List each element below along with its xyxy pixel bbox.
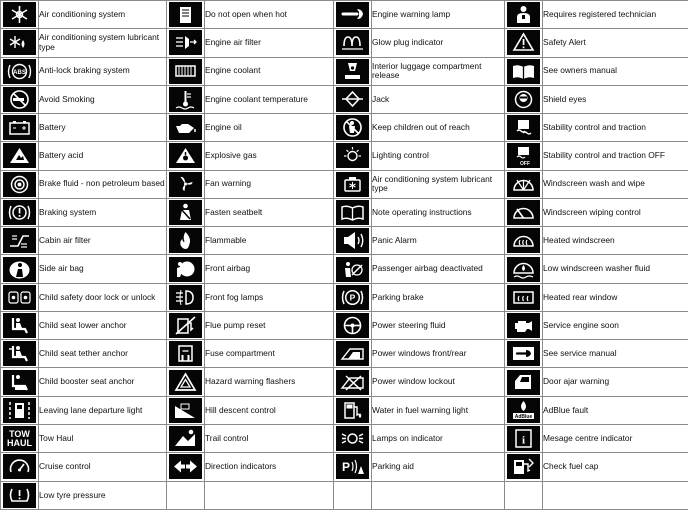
icon-cell xyxy=(1,396,39,424)
direction-arrows-icon xyxy=(169,454,202,479)
icon-cell xyxy=(167,453,205,481)
symbol-row xyxy=(1,453,688,481)
icon-cell xyxy=(167,57,205,85)
manual-book-icon xyxy=(336,200,369,225)
heated-windscreen-icon xyxy=(507,228,540,253)
symbol-row xyxy=(1,424,688,452)
power-window-icon xyxy=(336,341,369,366)
icon-cell xyxy=(334,29,372,57)
icon-cell xyxy=(505,340,543,368)
icon-cell xyxy=(1,481,39,509)
symbol-label: Lighting control xyxy=(372,142,505,170)
icon-cell xyxy=(334,198,372,226)
no-smoking-icon xyxy=(3,87,36,112)
symbol-label: Interior luggage compartment release xyxy=(372,57,505,85)
icon-cell xyxy=(1,198,39,226)
icon-cell xyxy=(505,57,543,85)
symbol-label: Glow plug indicator xyxy=(372,29,505,57)
symbol-row xyxy=(1,1,688,29)
symbol-label: Avoid Smoking xyxy=(39,85,167,113)
symbol-label: Heated rear window xyxy=(543,283,688,311)
symbol-label: Cabin air filter xyxy=(39,227,167,255)
jack-icon xyxy=(336,87,369,112)
icon-cell xyxy=(167,29,205,57)
icon-cell xyxy=(505,29,543,57)
symbol-label: Trail control xyxy=(205,424,334,452)
symbol-row xyxy=(1,283,688,311)
symbol-label: Engine warning lamp xyxy=(372,1,505,29)
symbol-label: AdBlue fault xyxy=(543,396,688,424)
engine-coolant-icon xyxy=(169,59,202,84)
symbol-label: Child safety door lock or unlock xyxy=(39,283,167,311)
lane-departure-icon xyxy=(3,398,36,423)
symbol-label: Parking brake xyxy=(372,283,505,311)
icon-cell xyxy=(167,170,205,198)
icon-cell xyxy=(167,142,205,170)
trail-control-icon xyxy=(169,426,202,451)
symbol-row xyxy=(1,368,688,396)
symbol-row xyxy=(1,255,688,283)
icon-cell xyxy=(1,311,39,339)
svg-text:P: P xyxy=(342,460,351,475)
icon-cell xyxy=(505,453,543,481)
fuel-water-icon xyxy=(336,398,369,423)
side-airbag-icon xyxy=(3,257,36,282)
symbol-label: Fasten seatbelt xyxy=(205,198,334,226)
oil-can-icon xyxy=(169,115,202,140)
symbol-label: Service engine soon xyxy=(543,311,688,339)
steering-wheel-icon xyxy=(336,313,369,338)
symbol-row xyxy=(1,481,688,509)
icon-cell xyxy=(334,255,372,283)
child-tether-icon xyxy=(3,341,36,366)
icon-cell xyxy=(167,311,205,339)
ac-oil-icon xyxy=(336,172,369,197)
battery-icon xyxy=(3,115,36,140)
icon-cell xyxy=(505,170,543,198)
symbol-label: Brake fluid - non petroleum based xyxy=(39,170,167,198)
symbol-label: Cruise control xyxy=(39,453,167,481)
icon-cell xyxy=(167,396,205,424)
icon-cell xyxy=(1,1,39,29)
symbol-label: Shield eyes xyxy=(543,85,688,113)
icon-cell xyxy=(1,57,39,85)
radiator-hot-icon xyxy=(169,2,202,27)
symbol-label: Panic Alarm xyxy=(372,227,505,255)
icon-cell xyxy=(334,453,372,481)
icon-cell xyxy=(167,85,205,113)
symbol-row xyxy=(1,170,688,198)
fuel-pump-reset-icon xyxy=(169,313,202,338)
lamps-on-icon xyxy=(336,426,369,451)
symbol-label: Do not open when hot xyxy=(205,1,334,29)
icon-cell xyxy=(505,481,543,509)
icon-cell xyxy=(334,396,372,424)
symbol-label: Lamps on indicator xyxy=(372,424,505,452)
brake-warning-icon xyxy=(3,200,36,225)
symbol-label: Fan warning xyxy=(205,170,334,198)
wrench-icon xyxy=(336,2,369,27)
symbol-label: Anti-lock braking system xyxy=(39,57,167,85)
fan-warning-icon xyxy=(169,172,202,197)
symbol-label: Safety Alert xyxy=(543,29,688,57)
symbol-label: Direction indicators xyxy=(205,453,334,481)
explosive-gas-icon xyxy=(169,143,202,168)
icon-cell xyxy=(334,114,372,142)
symbol-label: Passenger airbag deactivated xyxy=(372,255,505,283)
symbol-label: Mesage centre indicator xyxy=(543,424,688,452)
icon-cell xyxy=(167,1,205,29)
icon-cell xyxy=(1,142,39,170)
service-manual-icon xyxy=(507,341,540,366)
technician-icon xyxy=(507,2,540,27)
symbol-label: Engine oil xyxy=(205,114,334,142)
symbol-label: Water in fuel warning light xyxy=(372,396,505,424)
symbol-label: Low windscreen washer fluid xyxy=(543,255,688,283)
icon-cell xyxy=(334,340,372,368)
heated-rear-window-icon xyxy=(507,285,540,310)
stability-off-icon xyxy=(507,143,540,168)
icon-cell xyxy=(505,114,543,142)
svg-text:OFF: OFF xyxy=(520,161,530,167)
symbol-label: Power steering fluid xyxy=(372,311,505,339)
icon-cell xyxy=(167,283,205,311)
hazard-icon xyxy=(169,370,202,395)
info-icon xyxy=(507,426,540,451)
symbol-label: Jack xyxy=(372,85,505,113)
icon-cell xyxy=(505,1,543,29)
icon-cell xyxy=(334,424,372,452)
symbol-row xyxy=(1,57,688,85)
symbol-label: Tow Haul xyxy=(39,424,167,452)
icon-cell xyxy=(334,481,372,509)
booster-seat-icon xyxy=(3,370,36,395)
icon-cell xyxy=(334,368,372,396)
symbol-label: Braking system xyxy=(39,198,167,226)
tyre-pressure-icon xyxy=(3,483,36,508)
icon-cell xyxy=(505,396,543,424)
symbol-label: Power window lockout xyxy=(372,368,505,396)
symbol-label: Air conditioning system lubricant type xyxy=(372,170,505,198)
ac-lubricant-icon xyxy=(3,30,36,55)
washer-fluid-icon xyxy=(507,257,540,282)
cabin-filter-icon xyxy=(3,228,36,253)
parking-brake-icon xyxy=(336,285,369,310)
symbol-row xyxy=(1,227,688,255)
icon-cell xyxy=(1,227,39,255)
svg-text:AdBlue: AdBlue xyxy=(514,413,533,420)
engine-air-filter-icon xyxy=(169,30,202,55)
icon-cell xyxy=(334,57,372,85)
fuse-icon xyxy=(169,341,202,366)
seatbelt-icon xyxy=(169,200,202,225)
symbol-label: Power windows front/rear xyxy=(372,340,505,368)
battery-acid-icon xyxy=(3,143,36,168)
symbol-label: Stability control and traction OFF xyxy=(543,142,688,170)
child-seat-anchor-icon xyxy=(3,313,36,338)
flame-icon xyxy=(169,228,202,253)
icon-cell xyxy=(1,368,39,396)
svg-text:P: P xyxy=(349,292,356,303)
symbol-row xyxy=(1,396,688,424)
child-lock-icon xyxy=(3,285,36,310)
symbol-label: Fuse compartment xyxy=(205,340,334,368)
symbol-label xyxy=(205,481,334,509)
owners-manual-icon xyxy=(507,59,540,84)
symbol-label: Front airbag xyxy=(205,255,334,283)
haul-text: HAUL xyxy=(7,437,32,448)
icon-cell xyxy=(334,283,372,311)
stability-control-icon xyxy=(507,115,540,140)
snowflake-icon xyxy=(3,2,36,27)
icon-cell xyxy=(167,481,205,509)
icon-cell xyxy=(505,424,543,452)
icon-cell xyxy=(334,311,372,339)
icon-cell xyxy=(505,142,543,170)
symbol-label: See service manual xyxy=(543,340,688,368)
symbol-label: Door ajar warning xyxy=(543,368,688,396)
no-children-icon xyxy=(336,115,369,140)
symbol-label: Hazard warning flashers xyxy=(205,368,334,396)
icon-cell xyxy=(1,255,39,283)
symbol-label: Parking aid xyxy=(372,453,505,481)
icon-cell xyxy=(505,255,543,283)
svg-text:i: i xyxy=(521,434,526,447)
icon-cell xyxy=(167,198,205,226)
symbol-row xyxy=(1,114,688,142)
icon-cell xyxy=(1,453,39,481)
symbol-label: Requires registered technician xyxy=(543,1,688,29)
icon-cell xyxy=(1,340,39,368)
symbol-label: Windscreen wash and wipe xyxy=(543,170,688,198)
parking-aid-icon xyxy=(336,454,369,479)
symbol-label: Child seat tether anchor xyxy=(39,340,167,368)
icon-cell xyxy=(505,85,543,113)
luggage-release-icon xyxy=(336,59,369,84)
symbol-row xyxy=(1,340,688,368)
icon-cell xyxy=(505,198,543,226)
coolant-temperature-icon xyxy=(169,87,202,112)
symbol-label: Child booster seat anchor xyxy=(39,368,167,396)
fuel-cap-icon xyxy=(507,454,540,479)
symbol-label: Heated windscreen xyxy=(543,227,688,255)
symbol-label: Flammable xyxy=(205,227,334,255)
tow-text: TOW xyxy=(9,428,30,439)
icon-cell xyxy=(1,85,39,113)
icon-cell xyxy=(505,283,543,311)
symbol-row xyxy=(1,85,688,113)
symbol-row xyxy=(1,311,688,339)
light-bulb-icon xyxy=(336,143,369,168)
icon-cell xyxy=(167,424,205,452)
wiper-icon xyxy=(507,200,540,225)
symbol-label: Keep children out of reach xyxy=(372,114,505,142)
horn-icon xyxy=(336,228,369,253)
door-ajar-icon xyxy=(507,370,540,395)
symbol-label xyxy=(543,481,688,509)
symbol-label: Low tyre pressure xyxy=(39,481,167,509)
symbol-label: Hill descent control xyxy=(205,396,334,424)
symbol-label xyxy=(372,481,505,509)
adblue-icon xyxy=(507,398,540,423)
symbol-label: Front fog lamps xyxy=(205,283,334,311)
icon-cell xyxy=(1,29,39,57)
symbol-label: Leaving lane departure light xyxy=(39,396,167,424)
symbol-label: Engine air filter xyxy=(205,29,334,57)
icon-cell xyxy=(334,85,372,113)
icon-cell xyxy=(167,255,205,283)
safety-alert-icon xyxy=(507,30,540,55)
symbol-label: Explosive gas xyxy=(205,142,334,170)
icon-cell xyxy=(1,170,39,198)
wash-wipe-icon xyxy=(507,172,540,197)
icon-cell xyxy=(167,340,205,368)
symbol-label: See owners manual xyxy=(543,57,688,85)
icon-cell xyxy=(1,114,39,142)
icon-cell xyxy=(1,424,39,452)
icon-cell xyxy=(505,227,543,255)
symbol-label: Note operating instructions xyxy=(372,198,505,226)
symbol-label: Battery xyxy=(39,114,167,142)
engine-icon xyxy=(507,313,540,338)
symbol-label: Air conditioning system lubricant type xyxy=(39,29,167,57)
brake-fluid-icon xyxy=(3,172,36,197)
tow-haul-icon xyxy=(3,426,36,451)
fog-lamp-icon xyxy=(169,285,202,310)
icon-cell xyxy=(334,170,372,198)
symbol-label: Side air bag xyxy=(39,255,167,283)
icon-cell xyxy=(167,114,205,142)
cruise-control-icon xyxy=(3,454,36,479)
airbag-off-icon xyxy=(336,257,369,282)
hill-descent-icon xyxy=(169,398,202,423)
symbol-label: Engine coolant temperature xyxy=(205,85,334,113)
symbol-row xyxy=(1,142,688,170)
symbol-label: Stability control and traction xyxy=(543,114,688,142)
icon-cell xyxy=(505,368,543,396)
window-lockout-icon xyxy=(336,370,369,395)
symbol-label: Windscreen wiping control xyxy=(543,198,688,226)
glow-plug-icon xyxy=(336,30,369,55)
icon-cell xyxy=(334,227,372,255)
icon-cell xyxy=(334,142,372,170)
icon-cell xyxy=(334,1,372,29)
icon-cell xyxy=(1,283,39,311)
front-airbag-icon xyxy=(169,257,202,282)
abs-icon xyxy=(3,59,36,84)
svg-text:ABS: ABS xyxy=(13,69,26,76)
icon-cell xyxy=(167,368,205,396)
symbol-label: Check fuel cap xyxy=(543,453,688,481)
icon-cell xyxy=(505,311,543,339)
symbol-label: Engine coolant xyxy=(205,57,334,85)
symbol-row xyxy=(1,29,688,57)
symbol-label: Child seat lower anchor xyxy=(39,311,167,339)
symbol-label: Battery acid xyxy=(39,142,167,170)
icon-cell xyxy=(167,227,205,255)
symbol-label: Flue pump reset xyxy=(205,311,334,339)
shield-eyes-icon xyxy=(507,87,540,112)
symbol-row xyxy=(1,198,688,226)
symbol-label: Air conditioning system xyxy=(39,1,167,29)
